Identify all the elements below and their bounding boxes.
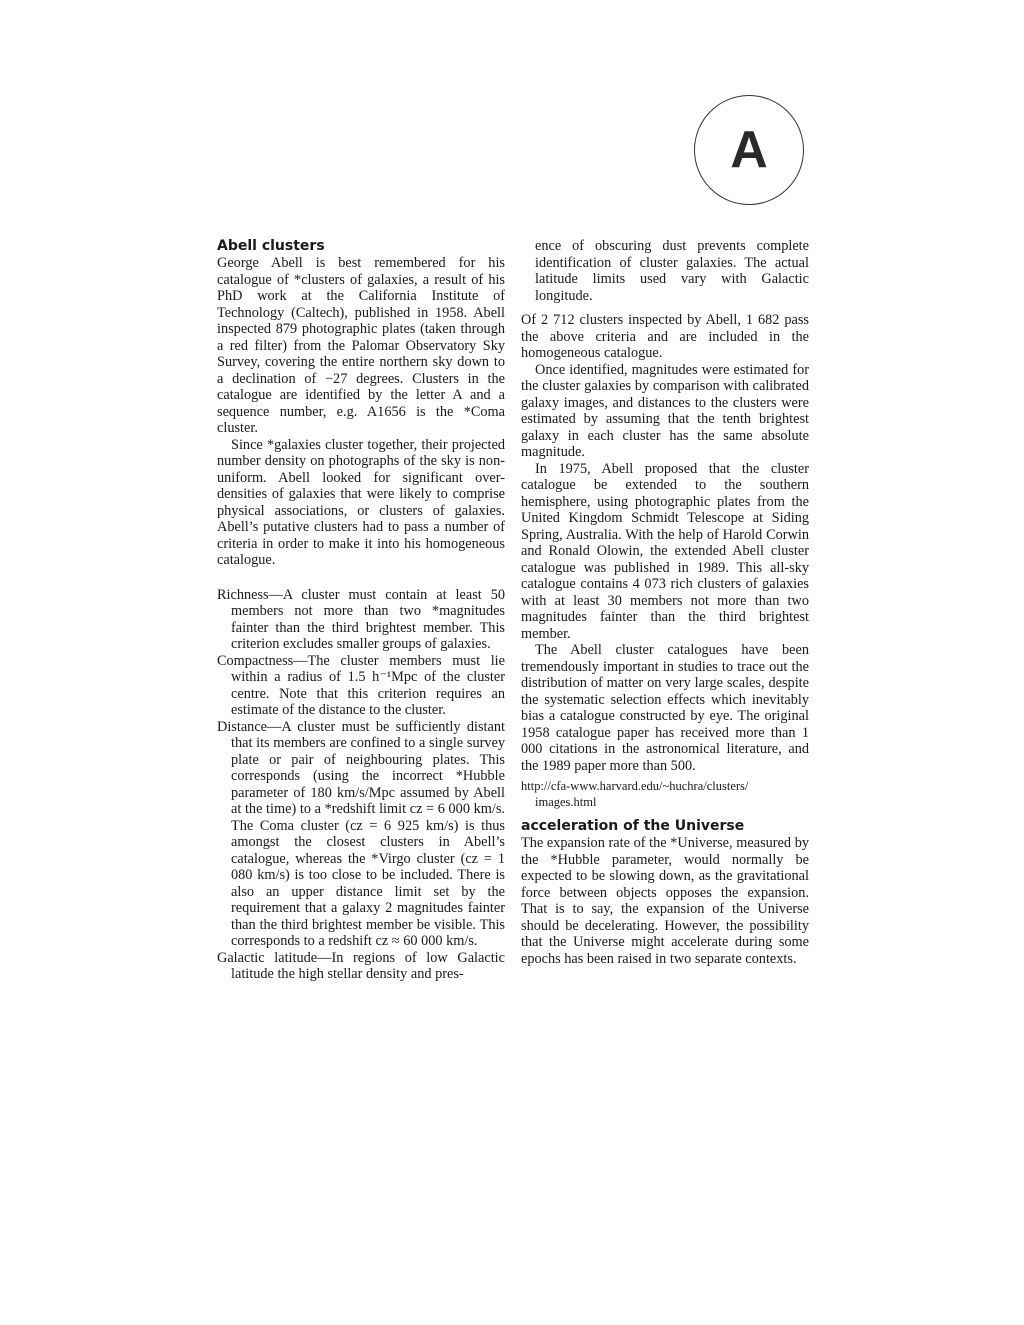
abell-url-link[interactable] <box>521 778 809 810</box>
right-column <box>521 238 809 967</box>
url-line-1: http://cfa-www.harvard.edu/~huchra/clusters/ <box>521 779 749 793</box>
criterion-term: Distance <box>217 718 268 735</box>
criterion-text: —A cluster must contain at least 50 members not more than two *magnitudes fainter than the third brightest member. This criterion excludes smaller groups of galaxies. <box>231 586 505 652</box>
criterion-text: —The cluster members must lie within a radius of 1.5 h⁻¹Mpc of the cluster centre. Note that this criterion requires an estimate of the distance to the cluster. <box>231 652 505 718</box>
abell-heading: Abell clusters <box>217 238 325 254</box>
criterion-galactic-latitude <box>217 950 505 983</box>
acceleration-heading: acceleration of the Universe <box>521 818 745 834</box>
abell-paragraph-1: George Abell is best remembered for his catalogue of *clusters of galaxies, a result of his PhD work at the California Institute of Technology (Caltech), published in 1958. Abell inspected 879 photographic plates (taken through a red filter) from the Palomar Observatory Sky Survey, covering the entire northern sky down to a declination of −27 degrees. Clusters in the catalogue are identified by the letter A and a sequence number, e.g. A1656 is the *Coma cluster. <box>217 255 505 436</box>
abell-paragraph-3: Of 2 712 clusters inspected by Abell, 1 682 pass the above criteria and are included in the homogeneous catalogue. <box>521 312 809 361</box>
url-line-2: images.html <box>535 795 597 809</box>
left-column <box>217 238 505 983</box>
criterion-term: Galactic latitude <box>217 949 318 966</box>
criterion-compactness <box>217 653 505 719</box>
acceleration-paragraph-1: The expansion rate of the *Universe, measured by the *Hubble parameter, would normally be expected to be slowing down, as the gravitational force between objects opposes the expansion. That is to say, the expansion of the Universe should be decelerating. However, the possibility that the Universe might accelerate during some epochs has been raised in two separate contexts. <box>521 835 809 967</box>
abell-paragraph-5: In 1975, Abell proposed that the cluster catalogue be extended to the southern hemisphere, using photographic plates from the United Kingdom Schmidt Telescope at Siding Spring, Australia. With the help of Harold Corwin and Ronald Olowin, the extended Abell cluster catalogue was published in 1989. This all-sky catalogue contains 4 073 rich clusters of galaxies with at least 30 members not more than two magnitudes fainter than the third brightest member. <box>521 460 809 642</box>
abell-paragraph-2: Since *galaxies cluster together, their projected number density on photographs of the sky is non-uniform. Abell looked for significant over-densities of galaxies that were likely to comprise physical associations, or clusters of galaxies. Abell’s putative clusters had to pass a number of criteria in order to make it into his homogeneous catalogue. <box>217 436 505 568</box>
criterion-galactic-latitude-continued: ence of obscuring dust prevents complete identification of cluster galaxies. The actual latitude limits used vary with Galactic longitude. <box>535 238 809 304</box>
criterion-richness <box>217 587 505 653</box>
section-letter-badge <box>694 95 804 205</box>
criterion-term: Richness <box>217 586 269 603</box>
criterion-distance <box>217 719 505 950</box>
abell-paragraph-4: Once identified, magnitudes were estimated for the cluster galaxies by comparison with calibrated galaxy images, and distances to the clusters were estimated by assuming that the tenth brightest galaxy in each cluster has the same absolute magnitude. <box>521 361 809 460</box>
section-letter: A <box>730 121 768 179</box>
criterion-term: Compactness <box>217 652 294 669</box>
criterion-text: —A cluster must be sufficiently distant that its members are confined to a single survey plate or pair of neighbouring plates. This corresponds (using the incorrect *Hubble parameter of 180 km/s/Mpc assumed by Abell at the time) to a *redshift limit cz = 6 000 km/s. The Coma cluster (cz = 6 925 km/s) is thus amongst the closest clusters in Abell’s catalogue, whereas the *Virgo cluster (cz = 1 080 km/s) is too close to be included. There is also an upper distance limit set by the requirement that a galaxy 2 magnitudes fainter than the third brightest member be visible. This corresponds to a redshift cz ≈ 60 000 km/s. <box>231 718 505 949</box>
abell-paragraph-6: The Abell cluster catalogues have been tremendously important in studies to trace out the distribution of matter on very large scales, despite the systematic selection effects which inevitably bias a catalogue constructed by eye. The original 1958 catalogue paper has received more than 1 000 citations in the astronomical literature, and the 1989 paper more than 500. <box>521 642 809 774</box>
criterion-text-part1: —In regions of low Galactic latitude the high stellar density and pres- <box>231 949 506 982</box>
